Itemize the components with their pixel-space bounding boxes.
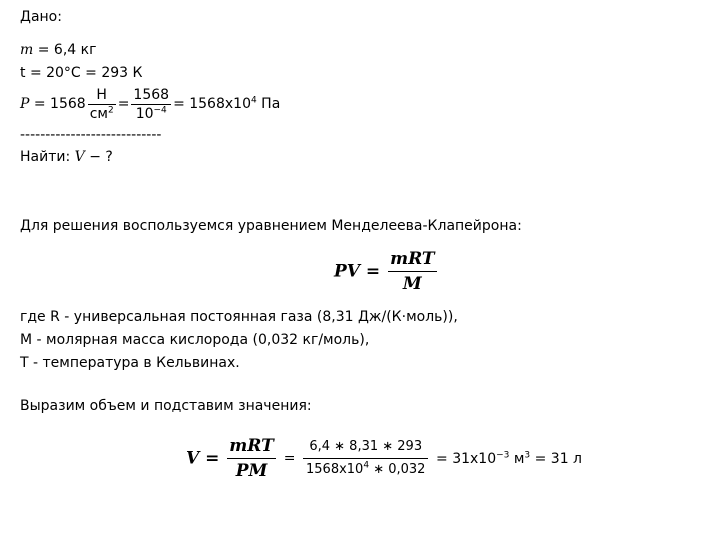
pressure-unit-den-exp: 2 [107, 104, 114, 115]
final-result-exp: −3 [496, 449, 510, 460]
divider: ---------------------------- [20, 127, 162, 143]
pressure-unit-num: Н [88, 87, 116, 105]
given-temperature: t = 20°C = 293 К [20, 65, 143, 81]
explanation-r: где R - универсальная постоянная газа (8,31 Дж/(К·моль)), [20, 309, 458, 325]
pressure-eq2: = [117, 96, 130, 112]
equation-lhs: PV [334, 261, 360, 282]
find-label: Найти: [20, 149, 75, 165]
given-pressure [20, 86, 280, 122]
pressure-frac-den-base: 10 [135, 105, 154, 122]
final-lhs: V [186, 448, 200, 469]
explanation-m: M - молярная масса кислорода (0,032 кг/моль), [20, 332, 370, 348]
pressure-unit-fraction [88, 87, 116, 122]
final-num: mRT [227, 435, 275, 459]
final-num2: 6,4 ∗ 8,31 ∗ 293 [303, 437, 428, 459]
pressure-eq3-exp: 4 [250, 95, 257, 106]
final-result [436, 451, 582, 467]
final-den2-exp: 4 [363, 460, 370, 471]
equation-eq: = [365, 261, 381, 282]
solution-intro: Для решения воспользуемся уравнением Менделеева-Клапейрона: [20, 218, 522, 234]
pressure-frac-num: 1568 [133, 86, 170, 103]
find-line [20, 148, 113, 166]
final-result-unit-exp: 3 [524, 449, 531, 460]
find-symbol: V [74, 149, 85, 165]
pressure-eq3: = 1568х10 [173, 96, 251, 112]
pressure-unit-den [88, 105, 116, 122]
final-equation [186, 435, 582, 482]
explanation-t: Т - температура в Кельвинах. [20, 355, 240, 371]
final-result-unit: м [509, 450, 525, 467]
final-eq1: = [205, 448, 220, 469]
pressure-frac-den [131, 105, 171, 122]
express-intro: Выразим объем и подставим значения: [20, 398, 312, 414]
mass-symbol: m [20, 42, 34, 58]
pressure-unit: Па [256, 96, 281, 112]
find-rest: − ? [84, 149, 113, 165]
final-result-base: = 31х10 [436, 450, 497, 467]
pressure-eq1: = 1568 [29, 96, 86, 112]
mendeleev-equation [334, 248, 439, 295]
final-eq2: = [283, 450, 296, 467]
mass-value: = 6,4 кг [33, 42, 97, 58]
final-den2 [303, 459, 428, 480]
final-result-rest: = 31 л [530, 450, 582, 467]
given-title: Дано: [20, 9, 62, 25]
final-den: PM [235, 461, 268, 481]
final-den2-base: 1568х10 [306, 462, 364, 477]
pressure-frac-den-exp: −4 [153, 104, 167, 115]
final-fraction-symbolic [227, 435, 275, 482]
given-mass [20, 41, 96, 59]
equation-num: mRT [388, 248, 436, 272]
final-den2-rest: ∗ 0,032 [369, 462, 426, 477]
final-fraction-numeric [303, 437, 428, 480]
equation-den: M [402, 274, 422, 294]
pressure-value-fraction [131, 87, 171, 122]
equation-fraction [388, 248, 436, 295]
pressure-symbol: P [20, 96, 30, 112]
pressure-unit-den-base: см [89, 105, 108, 122]
